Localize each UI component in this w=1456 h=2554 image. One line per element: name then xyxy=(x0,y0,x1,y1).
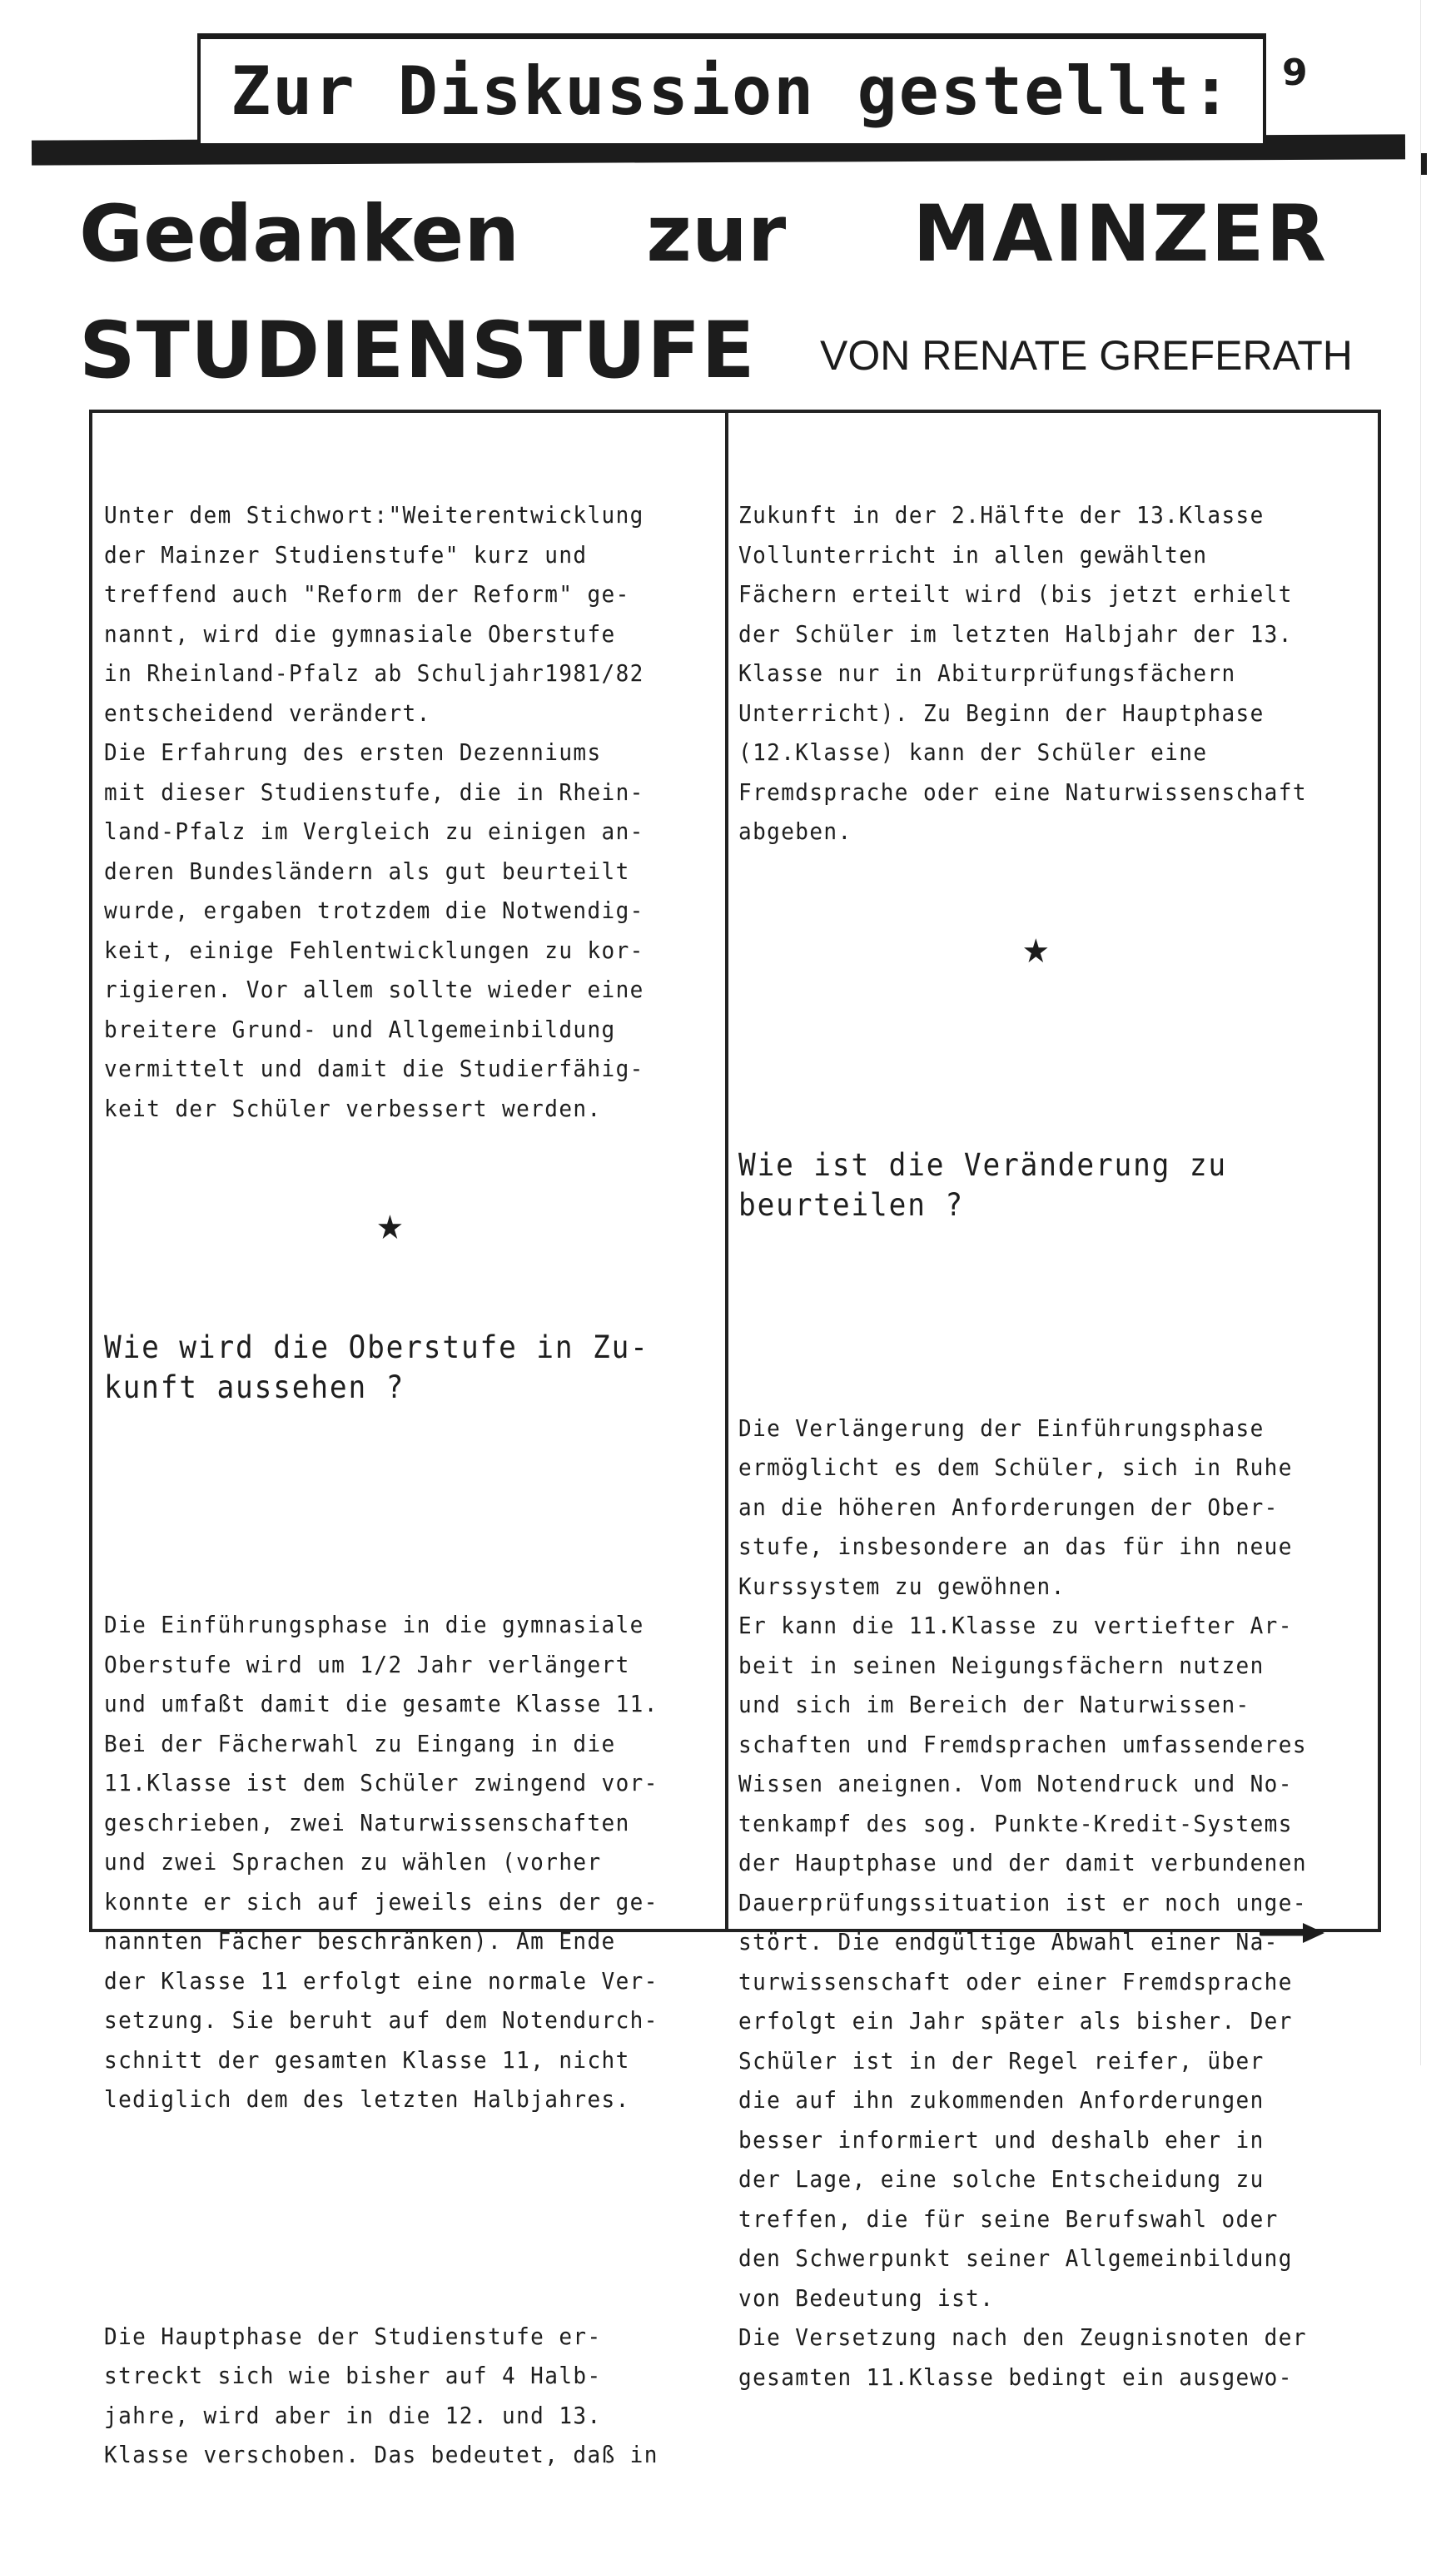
text-line: der Lage, eine solche Entscheidung zu xyxy=(738,2165,1265,2193)
text-line: schaften und Fremdsprachen umfassenderes xyxy=(738,1730,1307,1758)
headline-word: MAINZER xyxy=(912,189,1328,280)
subheading-line: beurteilen ? xyxy=(738,1186,964,1223)
text-line: Vollunterricht in allen gewählten xyxy=(738,540,1208,569)
headline-word: Gedanken xyxy=(79,189,520,280)
spacer xyxy=(738,1304,1334,1329)
text-line: lediglich dem des letzten Halbjahres. xyxy=(104,2085,630,2113)
text-line: der Klasse 11 erfolgt eine normale Ver- xyxy=(104,1966,658,1995)
right-column xyxy=(738,416,1334,2476)
text-line: nannt, wird die gymnasiale Oberstufe xyxy=(104,619,616,648)
text-line: der Hauptphase und der damit verbundenen xyxy=(738,1849,1307,1876)
text-line: an die höheren Anforderungen der Ober- xyxy=(738,1493,1279,1521)
text-line: rigieren. Vor allem sollte wieder eine xyxy=(104,976,644,1003)
text-line: treffen, die für seine Berufswahl oder xyxy=(738,2204,1279,2233)
text-line: Bei der Fächerwahl zu Eingang in die xyxy=(104,1729,616,1757)
text-line: von Bedeutung ist. xyxy=(738,2283,995,2312)
separator xyxy=(104,1207,677,1249)
text-line: abgeben. xyxy=(738,817,852,845)
subheading-line: Wie wird die Oberstufe in Zu- xyxy=(104,1329,649,1365)
text-line: Die Erfahrung des ersten Dezenniums xyxy=(104,738,602,766)
text-line: schnitt der gesamten Klasse 11, nicht xyxy=(104,2045,630,2074)
text-line: konnte er sich auf jeweils eins der ge- xyxy=(104,1887,658,1916)
text-line: entscheidend verändert. xyxy=(104,698,431,727)
subheading-line: kunft aussehen ? xyxy=(104,1369,405,1405)
page-number: 9 xyxy=(1282,52,1308,94)
subheading-line: Wie ist die Veränderung zu xyxy=(738,1146,1228,1183)
text-line: nannten Fächer beschränken). Am Ende xyxy=(104,1927,616,1955)
text-line: geschrieben, zwei Naturwissenschaften xyxy=(104,1808,630,1836)
text-line: wurde, ergaben trotzdem die Notwendig- xyxy=(104,897,644,924)
star-icon: ★ xyxy=(375,1209,405,1247)
text-line: besser informiert und deshalb eher in xyxy=(738,2125,1265,2154)
star-icon: ★ xyxy=(1021,932,1051,971)
text-line: streckt sich wie bisher auf 4 Halb- xyxy=(104,2362,602,2389)
text-line: der Mainzer Studienstufe" kurz und xyxy=(104,540,588,569)
section-title: Zur Diskussion gestellt: xyxy=(231,52,1233,130)
text-line: den Schwerpunkt seiner Allgemeinbildung xyxy=(738,2244,1293,2272)
text-line: stufe, insbesondere an das für ihn neue xyxy=(738,1533,1293,1560)
text-line: jahre, wird aber in die 12. und 13. xyxy=(104,2401,602,2429)
spacer xyxy=(104,1487,677,1526)
article-columns-box xyxy=(89,410,1381,2468)
text-line: und sich im Bereich der Naturwissen- xyxy=(738,1691,1250,1718)
text-line: Die Versetzung nach den Zeugnisnoten der xyxy=(738,2323,1307,2351)
separator xyxy=(738,931,1334,972)
spacer xyxy=(104,2199,677,2238)
text-line: Dauerprüfungssituation ist er noch unge- xyxy=(738,1888,1307,1916)
text-line: Die Einführungsphase in die gymnasiale xyxy=(104,1611,644,1638)
text-line: gesamten 11.Klasse bedingt ein ausgewo- xyxy=(738,2363,1293,2391)
text-line: setzung. Sie beruht auf dem Notendurch- xyxy=(104,2006,658,2034)
text-line: mit dieser Studienstufe, die in Rhein- xyxy=(104,778,644,806)
text-line: Klasse nur in Abiturprüfungsfächern xyxy=(738,659,1236,687)
text-line: 11.Klasse ist dem Schüler zwingend vor- xyxy=(104,1769,658,1796)
left-intro-paragraph xyxy=(104,495,677,1128)
scan-edge xyxy=(1420,0,1421,2065)
right-subheading xyxy=(738,1145,1334,1225)
text-line: stört. Die endgültige Abwahl einer Na- xyxy=(738,1928,1279,1955)
text-line: Klasse verschoben. Das bedeutet, daß in xyxy=(104,2441,658,2468)
text-line: keit der Schüler verbessert werden. xyxy=(104,1094,602,1122)
text-line: (12.Klasse) kann der Schüler eine xyxy=(738,738,1208,766)
arrow-right-icon xyxy=(1260,1920,1326,1945)
article-headline-line1 xyxy=(79,185,1328,285)
text-line: Unterricht). Zu Beginn der Hauptphase xyxy=(738,698,1265,727)
text-line: Zukunft in der 2.Hälfte der 13.Klasse xyxy=(738,501,1265,529)
right-intro-paragraph xyxy=(738,495,1334,852)
spacer xyxy=(738,1051,1334,1066)
column-divider xyxy=(725,413,728,1929)
text-line: ermöglicht es dem Schüler, sich in Ruhe xyxy=(738,1453,1293,1481)
text-line: erfolgt ein Jahr später als bisher. Der xyxy=(738,2007,1293,2035)
right-paragraph xyxy=(738,1409,1334,2397)
author-byline: VON RENATE GREFERATH xyxy=(820,332,1353,379)
text-line: turwissenschaft oder einer Fremdsprache xyxy=(738,1967,1293,1995)
headline-word: zur xyxy=(646,189,787,280)
section-header-box xyxy=(197,33,1266,143)
text-line: die auf ihn zukommenden Anforderungen xyxy=(738,2086,1265,2114)
text-line: Er kann die 11.Klasse zu vertiefter Ar- xyxy=(738,1612,1293,1639)
text-line: breitere Grund- und Allgemeinbildung xyxy=(104,1015,616,1043)
text-line: Fächern erteilt wird (bis jetzt erhielt xyxy=(738,580,1293,608)
text-line: keit, einige Fehlentwicklungen zu kor- xyxy=(104,936,644,964)
text-line: beit in seinen Neigungsfächern nutzen xyxy=(738,1651,1265,1679)
text-line: Unter dem Stichwort:"Weiterentwicklung xyxy=(104,501,644,529)
text-line: Fremdsprache oder eine Naturwissenschaft xyxy=(738,778,1307,806)
left-paragraph-2 xyxy=(104,2317,677,2475)
text-line: Die Verlängerung der Einführungsphase xyxy=(738,1414,1265,1442)
text-line: in Rheinland-Pfalz ab Schuljahr1981/82 xyxy=(104,659,644,687)
text-line: Die Hauptphase der Studienstufe er- xyxy=(104,2322,602,2350)
text-line: deren Bundesländern als gut beurteilt xyxy=(104,857,630,885)
scan-edge-mark xyxy=(1421,153,1427,175)
text-line: land-Pfalz im Vergleich zu einigen an- xyxy=(104,817,644,845)
text-line: und umfaßt damit die gesamte Klasse 11. xyxy=(104,1690,658,1717)
text-line: Oberstufe wird um 1/2 Jahr verlängert xyxy=(104,1650,630,1678)
left-subheading xyxy=(104,1328,677,1408)
text-line: vermittelt und damit die Studierfähig- xyxy=(104,1055,644,1082)
text-line: treffend auch "Reform der Reform" ge- xyxy=(104,580,630,608)
text-line: und zwei Sprachen zu wählen (vorher xyxy=(104,1848,602,1876)
left-column xyxy=(104,416,677,2554)
text-line: tenkampf des sog. Punkte-Kredit-Systems xyxy=(738,1809,1293,1837)
text-line: Kurssystem zu gewöhnen. xyxy=(738,1572,1066,1600)
text-line: Schüler ist in der Regel reifer, über xyxy=(738,2046,1265,2075)
text-line: der Schüler im letzten Halbjahr der 13. xyxy=(738,619,1293,648)
article-headline-line2: STUDIENSTUFE xyxy=(79,306,756,396)
left-paragraph-1 xyxy=(104,1605,677,2119)
text-line: Wissen aneignen. Vom Notendruck und No- xyxy=(738,1770,1293,1797)
